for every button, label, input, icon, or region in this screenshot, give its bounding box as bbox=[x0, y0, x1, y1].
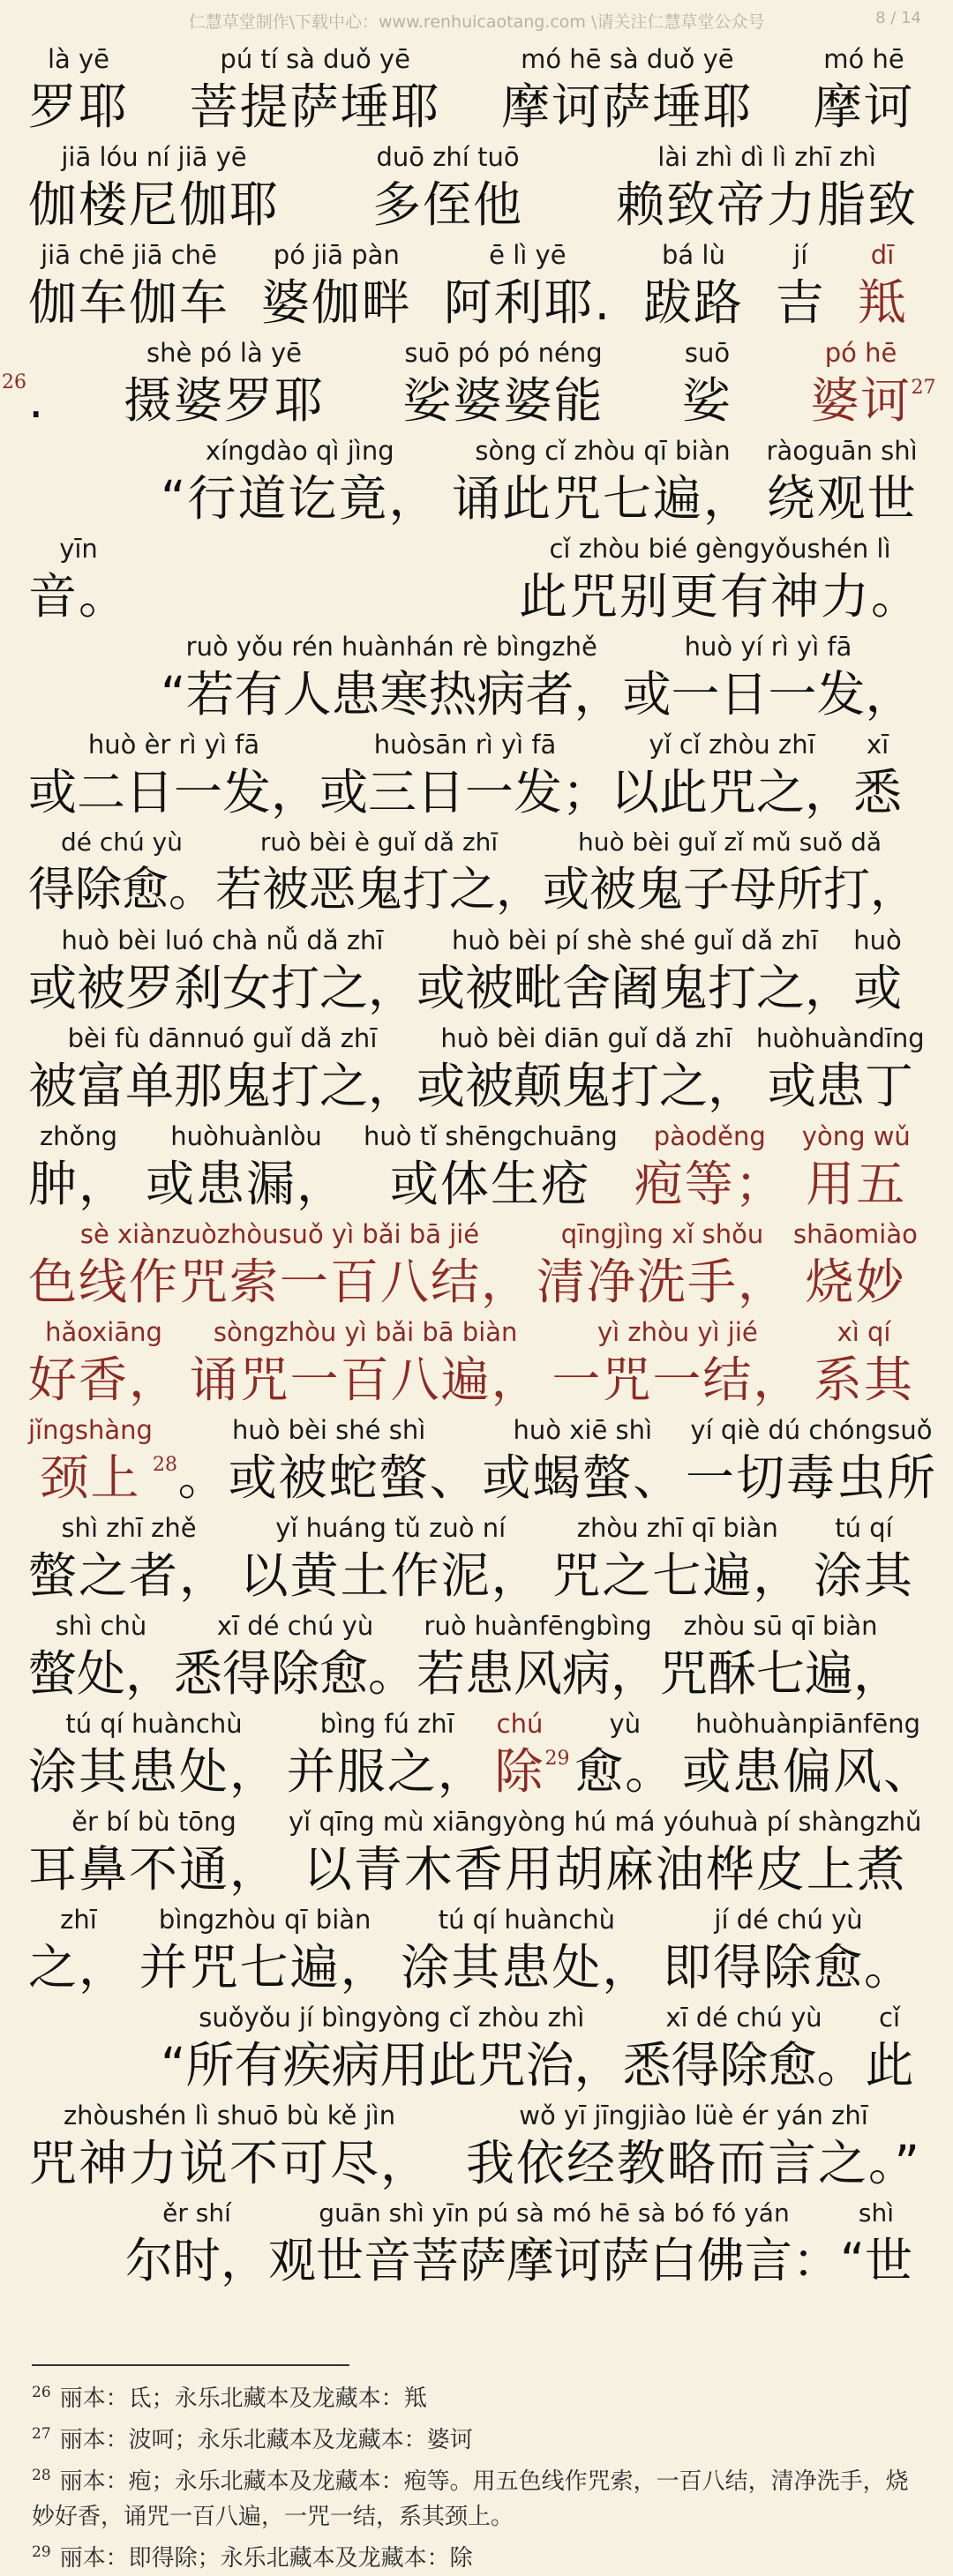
pinyin: mó hē sà duǒ yē bbox=[521, 44, 734, 74]
text-segment bbox=[28, 39, 129, 134]
text-segment bbox=[574, 1704, 675, 1799]
text-segment bbox=[240, 1508, 542, 1603]
hanzi: 用五 bbox=[806, 1156, 907, 1212]
footnote-text: 丽本：波呵；永乐北藏本及龙藏本：婆诃 bbox=[59, 2427, 473, 2453]
text-line bbox=[28, 920, 928, 1018]
hanzi: 烧妙 bbox=[805, 1254, 906, 1310]
hanzi: 一切毒虫所 bbox=[685, 1449, 937, 1506]
text-segment bbox=[793, 1214, 918, 1309]
text-segment bbox=[161, 1997, 623, 2093]
hanzi: 婆诃 bbox=[810, 372, 912, 429]
footnote-marker[interactable]: 29 bbox=[544, 1748, 570, 1770]
text-segment bbox=[372, 137, 523, 232]
hanzi: 娑 bbox=[682, 372, 733, 429]
text-segment bbox=[2, 333, 46, 429]
text-segment bbox=[663, 1899, 914, 1995]
pinyin: shāomiào bbox=[793, 1219, 918, 1249]
pinyin: yǐ qīng mù xiāngyòng hú má yóuhuà pí shàngzhǔ bbox=[289, 1807, 922, 1837]
text-segment bbox=[215, 822, 543, 917]
hanzi: 诵咒一百八遍， bbox=[189, 1352, 542, 1408]
pinyin: ē lì yē bbox=[489, 240, 567, 270]
pinyin: tú qí huànchù bbox=[438, 1905, 615, 1935]
pinyin: sè xiànzuòzhòusuǒ yì bǎi bā jié bbox=[79, 1219, 480, 1249]
footnote-number: 29 bbox=[32, 2543, 51, 2561]
footnote-marker[interactable]: 26 bbox=[2, 371, 26, 393]
text-segment bbox=[776, 235, 826, 330]
pinyin: suō bbox=[684, 338, 731, 368]
hanzi: 摄婆罗耶 bbox=[123, 372, 325, 429]
pinyin: huò bèi guǐ zǐ mǔ suǒ dǎ bbox=[578, 827, 882, 857]
text-segment bbox=[616, 137, 918, 232]
pinyin: jiā chē jiā chē bbox=[41, 240, 217, 270]
hanzi: 或三日一发； bbox=[319, 764, 612, 820]
hanzi: 或一日一发， bbox=[622, 666, 914, 723]
pinyin: yòng wǔ bbox=[801, 1121, 911, 1151]
footnote-number: 27 bbox=[32, 2425, 51, 2443]
pinyin: pú tí sà duǒ yē bbox=[220, 44, 410, 74]
footnote-number: 26 bbox=[32, 2384, 51, 2401]
text-segment bbox=[623, 626, 914, 722]
hanzi: 若患风病， bbox=[416, 1645, 660, 1702]
text-segment bbox=[28, 1899, 129, 1995]
text-segment bbox=[28, 822, 215, 917]
hanzi: “行道讫竟， bbox=[161, 470, 439, 527]
pinyin: huòhuànpiānfēng bbox=[695, 1709, 920, 1739]
pinyin: ěr shí bbox=[162, 2198, 231, 2228]
hanzi: 羝 bbox=[857, 274, 908, 331]
text-segment bbox=[28, 137, 280, 232]
pinyin: huò bèi pí shè shé guǐ dǎ zhī bbox=[451, 925, 819, 955]
hanzi: 并服之， bbox=[286, 1743, 488, 1800]
pinyin: huò bèi shé shì bbox=[231, 1415, 426, 1445]
text-segment bbox=[28, 1606, 174, 1701]
text-line bbox=[28, 39, 928, 137]
text-line bbox=[28, 2095, 928, 2193]
text-segment bbox=[146, 1116, 347, 1211]
footnote-entry bbox=[32, 2416, 923, 2458]
text-line bbox=[28, 822, 928, 920]
text-line bbox=[28, 626, 928, 724]
text-line bbox=[28, 1410, 937, 1508]
hanzi: 此 bbox=[865, 2037, 914, 2093]
text-segment bbox=[261, 235, 412, 330]
hanzi: 或二日一发， bbox=[28, 764, 320, 820]
hanzi: 肿， bbox=[28, 1156, 130, 1212]
text-segment bbox=[519, 528, 921, 624]
hanzi: 涂其 bbox=[814, 1547, 915, 1604]
footnote-entry bbox=[32, 2535, 923, 2576]
pinyin: shè pó là yē bbox=[146, 338, 302, 368]
pinyin: huò tǐ shēngchuāng bbox=[364, 1121, 618, 1151]
hanzi: 阿利耶. bbox=[443, 274, 612, 331]
pinyin: zhòu sū qī biàn bbox=[683, 1611, 878, 1641]
pinyin: duō zhí tuō bbox=[376, 142, 520, 172]
text-segment bbox=[682, 333, 732, 428]
hanzi: 跋路 bbox=[642, 274, 744, 331]
pinyin: dī bbox=[870, 240, 895, 270]
hanzi: 即得除愈。 bbox=[663, 1939, 915, 1996]
hanzi: 或蝎螫、 bbox=[482, 1449, 684, 1506]
text-line bbox=[28, 1116, 928, 1214]
pinyin: tú qí huànchù bbox=[65, 1709, 243, 1739]
hanzi: 色线作咒索一百八结， bbox=[28, 1254, 532, 1310]
hanzi: 或患偏风、 bbox=[682, 1743, 934, 1800]
hanzi: 若被恶鬼打之， bbox=[215, 863, 543, 917]
hanzi: 咒酥七遍， bbox=[659, 1645, 903, 1702]
text-segment bbox=[814, 39, 914, 134]
text-segment bbox=[28, 1704, 280, 1799]
text-segment bbox=[853, 724, 902, 820]
text-segment bbox=[611, 724, 853, 820]
text-segment bbox=[268, 2193, 840, 2288]
hanzi: 之， bbox=[28, 1939, 130, 1996]
hanzi: 赖致帝力脂致 bbox=[616, 176, 919, 233]
text-line bbox=[28, 1508, 928, 1606]
text-segment bbox=[643, 235, 744, 330]
text-segment bbox=[452, 431, 754, 526]
pinyin: zhòushén lì shuō bù kě jìn bbox=[63, 2100, 396, 2130]
hanzi: 悉得除愈。 bbox=[622, 2037, 866, 2093]
hanzi: 摩诃 bbox=[814, 79, 915, 135]
text-segment bbox=[28, 1312, 179, 1407]
text-segment bbox=[178, 1410, 480, 1505]
text-segment bbox=[444, 235, 612, 330]
text-segment bbox=[28, 235, 229, 330]
hanzi: 多侄他 bbox=[372, 176, 524, 233]
hanzi: 一咒一结， bbox=[552, 1352, 804, 1408]
footnote-entry bbox=[32, 2375, 923, 2416]
pinyin: suǒyǒu jí bìngyòng cǐ zhòu zhì bbox=[199, 2003, 585, 2033]
pinyin: jí bbox=[793, 240, 808, 270]
hanzi: 咒神力说不可尽， bbox=[28, 2135, 431, 2191]
pinyin: huò bbox=[853, 925, 902, 955]
text-segment bbox=[161, 626, 623, 722]
hanzi: 并咒七遍， bbox=[139, 1939, 391, 1996]
pinyin: ruò yǒu rén huànhán rè bìngzhě bbox=[185, 632, 597, 662]
pinyin: qīngjìng xǐ shǒu bbox=[560, 1219, 764, 1249]
hanzi: . bbox=[28, 372, 46, 429]
pinyin: ràoguān shì bbox=[766, 436, 918, 466]
text-segment bbox=[494, 1704, 570, 1800]
hanzi: 或 bbox=[853, 960, 903, 1016]
hanzi: 涂其患处， bbox=[28, 1743, 281, 1800]
pinyin: jiā lóu ní jiā yē bbox=[61, 142, 247, 172]
text-line bbox=[28, 1704, 934, 1801]
pinyin: zhī bbox=[60, 1905, 97, 1935]
text-line bbox=[28, 235, 928, 333]
text-segment bbox=[537, 1214, 788, 1309]
text-segment bbox=[416, 920, 853, 1015]
text-line bbox=[28, 2193, 928, 2291]
text-line bbox=[2, 333, 936, 431]
pinyin: pó jiā pàn bbox=[273, 240, 400, 270]
hanzi: 绕观世 bbox=[766, 470, 918, 527]
pinyin: pàoděng bbox=[653, 1121, 766, 1151]
pinyin: bèi fù dānnuó guǐ dǎ zhī bbox=[67, 1023, 378, 1053]
text-segment bbox=[28, 724, 319, 820]
text-segment bbox=[364, 1116, 618, 1211]
text-segment bbox=[853, 920, 902, 1015]
hanzi: 愈。 bbox=[574, 1743, 676, 1800]
hanzi: 除 bbox=[494, 1743, 545, 1800]
hanzi: 我依经教略而言之。” bbox=[466, 2135, 922, 2191]
hanzi: 婆伽畔 bbox=[260, 274, 412, 331]
text-segment bbox=[319, 724, 611, 820]
pinyin: yǐ huáng tǔ zuò ní bbox=[275, 1513, 507, 1543]
pinyin: yīn bbox=[59, 534, 98, 564]
text-segment bbox=[416, 1606, 659, 1701]
text-line bbox=[28, 1899, 928, 1997]
hanzi: 伽楼尼伽耶 bbox=[28, 176, 281, 233]
pinyin: bá lù bbox=[661, 240, 725, 270]
hanzi: 以此咒之， bbox=[611, 764, 854, 820]
footnotes-section bbox=[32, 2375, 923, 2576]
text-line bbox=[28, 1801, 928, 1899]
text-segment bbox=[125, 2193, 268, 2288]
text-segment bbox=[161, 431, 439, 526]
pinyin: xì qí bbox=[837, 1317, 891, 1347]
pinyin: shì zhī zhě bbox=[61, 1513, 197, 1543]
pinyin: huò bèi diān guǐ dǎ zhī bbox=[440, 1023, 732, 1053]
pinyin bbox=[28, 333, 45, 373]
hanzi: 罗耶 bbox=[28, 79, 130, 135]
hanzi: 好香， bbox=[28, 1352, 180, 1408]
text-segment bbox=[403, 333, 604, 428]
pinyin: zhòu zhī qī biàn bbox=[576, 1513, 778, 1543]
hanzi: 悉得除愈。 bbox=[174, 1645, 417, 1702]
pinyin: cǐ zhòu bié gèngyǒushén lì bbox=[549, 534, 891, 564]
text-segment bbox=[623, 1997, 866, 2093]
hanzi: 或被罗刹女打之， bbox=[28, 960, 417, 1016]
footnote-text: 丽本：疱；永乐北藏本及龙藏本：疱等。用五色线作咒索，一百八结，清净洗手，烧妙好香，诵咒一百八遍，一咒一结，系其颈上。 bbox=[32, 2468, 909, 2530]
text-segment bbox=[416, 1018, 756, 1113]
pinyin: mó hē bbox=[823, 44, 904, 74]
pinyin: ruò huànfēngbìng bbox=[424, 1611, 652, 1641]
pinyin: shì chù bbox=[55, 1611, 147, 1641]
pinyin: ěr bí bù tōng bbox=[71, 1807, 236, 1837]
pinyin: là yē bbox=[47, 44, 110, 74]
text-segment bbox=[28, 528, 129, 624]
pinyin: huòsān rì yì fā bbox=[373, 730, 557, 760]
hanzi: 。或被蛇螫、 bbox=[177, 1449, 480, 1506]
text-line bbox=[28, 1018, 928, 1116]
text-line bbox=[28, 1997, 928, 2095]
pinyin: wǒ yī jīngjiào lüè ér yán zhī bbox=[519, 2100, 868, 2130]
text-segment bbox=[552, 1508, 803, 1603]
footnote-text: 丽本：即得除；永乐北藏本及龙藏本：除 bbox=[59, 2545, 473, 2572]
hanzi: 或患丁 bbox=[767, 1058, 913, 1114]
pinyin: ruò bèi è guǐ dǎ zhī bbox=[259, 827, 499, 857]
hanzi: 以青木香用胡麻油桦皮上煮 bbox=[303, 1841, 907, 1898]
pinyin: tú qí bbox=[835, 1513, 893, 1543]
hanzi: 得除愈。 bbox=[28, 863, 215, 917]
pinyin: pó hē bbox=[824, 338, 897, 368]
hanzi: 系其 bbox=[814, 1352, 915, 1408]
hanzi: 螫处， bbox=[28, 1645, 175, 1702]
scripture-body bbox=[2, 39, 937, 2291]
text-segment bbox=[401, 1899, 652, 1995]
hanzi: 咒之七遍， bbox=[552, 1547, 804, 1604]
hanzi: 观世音菩萨摩诃萨白佛言： bbox=[268, 2233, 840, 2288]
pinyin: huòhuàndīng bbox=[756, 1023, 925, 1053]
hanzi: 或被鬼子母所打， bbox=[543, 863, 917, 917]
pinyin: huò xiē shì bbox=[513, 1415, 653, 1445]
hanzi: “所有疾病用此咒治， bbox=[161, 2037, 623, 2093]
pinyin: xíngdào qì jìng bbox=[205, 436, 394, 466]
footnote-marker[interactable]: 27 bbox=[911, 377, 936, 399]
text-segment bbox=[814, 1508, 914, 1603]
text-segment bbox=[28, 2095, 431, 2190]
pinyin: sòngzhòu yì bǎi bā biàn bbox=[213, 1317, 518, 1347]
hanzi: “若有人患寒热病者， bbox=[161, 666, 623, 723]
hanzi: 此咒别更有神力。 bbox=[519, 568, 922, 625]
pinyin: cǐ bbox=[879, 2003, 901, 2033]
text-segment bbox=[28, 1410, 177, 1506]
text-segment bbox=[840, 2193, 912, 2288]
text-line bbox=[28, 724, 928, 822]
hanzi: 菩提萨埵耶 bbox=[189, 79, 441, 135]
hanzi: 或被毗舍阇鬼打之， bbox=[416, 960, 854, 1016]
hanzi: 耳鼻不通， bbox=[28, 1841, 281, 1898]
text-segment bbox=[501, 39, 753, 134]
pinyin: yí qiè dú chóngsuǒ bbox=[690, 1415, 933, 1445]
pinyin: lài zhì dì lì zhī zhì bbox=[657, 142, 876, 172]
text-segment bbox=[686, 1410, 937, 1505]
pinyin: bìngzhòu qī biàn bbox=[158, 1905, 371, 1935]
pinyin: xī dé chú yù bbox=[216, 1611, 374, 1641]
text-segment bbox=[28, 1116, 129, 1211]
text-segment bbox=[767, 431, 918, 526]
pinyin: hǎoxiāng bbox=[45, 1317, 162, 1347]
text-segment bbox=[552, 1312, 803, 1407]
pinyin: yì zhòu yì jié bbox=[597, 1317, 758, 1347]
footnote-divider bbox=[32, 2364, 349, 2366]
hanzi: 娑婆婆能 bbox=[402, 372, 604, 429]
pinyin: jí dé chú yù bbox=[714, 1905, 863, 1935]
pinyin: dé chú yù bbox=[60, 827, 183, 857]
text-segment bbox=[190, 1312, 542, 1407]
text-segment bbox=[28, 1801, 280, 1897]
hanzi: 颈上 bbox=[40, 1449, 141, 1506]
hanzi: 或患漏， bbox=[146, 1156, 348, 1212]
text-segment bbox=[482, 1410, 683, 1505]
text-segment bbox=[466, 2095, 921, 2190]
page-header bbox=[0, 0, 953, 41]
hanzi: “世 bbox=[840, 2233, 912, 2288]
text-line bbox=[28, 137, 928, 235]
text-segment bbox=[858, 235, 908, 330]
text-segment bbox=[174, 1606, 416, 1701]
pinyin: sòng cǐ zhòu qī biàn bbox=[475, 436, 731, 466]
text-segment bbox=[866, 1997, 914, 2093]
text-segment bbox=[190, 39, 441, 134]
text-segment bbox=[634, 1116, 785, 1211]
hanzi: 清净洗手， bbox=[537, 1254, 789, 1310]
text-segment bbox=[28, 1018, 416, 1113]
pinyin: huò èr rì yì fā bbox=[87, 730, 260, 760]
pinyin: bìng fú zhī bbox=[319, 1709, 454, 1739]
hanzi: 疱等； bbox=[634, 1156, 785, 1212]
footnote-text: 丽本：氐；永乐北藏本及龙藏本：羝 bbox=[59, 2385, 427, 2412]
text-segment bbox=[289, 1801, 921, 1897]
text-segment bbox=[543, 822, 917, 917]
text-line bbox=[28, 528, 928, 626]
hanzi: 或被颠鬼打之， bbox=[416, 1058, 757, 1114]
text-segment bbox=[810, 333, 936, 429]
text-segment bbox=[756, 1018, 925, 1113]
pinyin: xī bbox=[866, 730, 889, 760]
hanzi: 被富单那鬼打之， bbox=[28, 1058, 417, 1114]
text-segment bbox=[287, 1704, 488, 1799]
pinyin: yǐ cǐ zhòu zhī bbox=[649, 730, 815, 760]
hanzi: 诵此咒七遍， bbox=[452, 470, 754, 527]
pinyin: yù bbox=[609, 1709, 642, 1739]
pinyin: guān shì yīn pú sà mó hē sà bó fó yán bbox=[319, 2198, 790, 2228]
header-watermark-text: 仁慧草堂制作\下载中心：www.renhuicaotang.com \请关注仁慧草堂公众号 bbox=[188, 12, 765, 32]
text-segment bbox=[28, 920, 416, 1015]
pinyin: chú bbox=[496, 1709, 544, 1739]
hanzi: 摩诃萨埵耶 bbox=[501, 79, 754, 135]
text-line bbox=[28, 1606, 928, 1704]
footnote-entry bbox=[32, 2458, 923, 2535]
pinyin: huòhuànlòu bbox=[170, 1121, 322, 1151]
hanzi: 伽车伽车 bbox=[28, 274, 230, 331]
text-segment bbox=[682, 1704, 934, 1799]
hanzi: 涂其患处， bbox=[401, 1939, 653, 1996]
hanzi: 悉 bbox=[853, 764, 903, 820]
pinyin: zhǒng bbox=[39, 1121, 118, 1151]
text-line bbox=[28, 431, 928, 528]
text-segment bbox=[659, 1606, 902, 1701]
pinyin: suō pó pó néng bbox=[404, 338, 603, 368]
hanzi: 吉 bbox=[775, 274, 826, 331]
footnote-number: 28 bbox=[32, 2467, 51, 2484]
text-line bbox=[28, 1312, 928, 1410]
text-segment bbox=[139, 1899, 391, 1995]
hanzi: 或体生疮 bbox=[389, 1156, 591, 1212]
text-segment bbox=[814, 1312, 914, 1407]
pinyin: xī dé chú yù bbox=[665, 2003, 822, 2033]
hanzi: 尔时， bbox=[125, 2233, 268, 2288]
text-segment bbox=[28, 1508, 229, 1603]
hanzi: 音。 bbox=[28, 568, 130, 625]
pinyin: shì bbox=[858, 2198, 895, 2228]
pinyin: jǐngshàng bbox=[28, 1415, 153, 1445]
hanzi: 以黄土作泥， bbox=[239, 1547, 542, 1604]
text-segment bbox=[28, 1214, 531, 1309]
page-number: 8 / 14 bbox=[875, 9, 921, 27]
pinyin: huò bèi luó chà nǚ dǎ zhī bbox=[61, 925, 384, 955]
text-segment bbox=[802, 1116, 911, 1211]
hanzi: 螫之者， bbox=[28, 1547, 230, 1604]
pinyin: huò yí rì yì fā bbox=[684, 632, 852, 662]
text-line bbox=[28, 1214, 928, 1312]
footnote-marker[interactable]: 28 bbox=[152, 1454, 177, 1476]
text-segment bbox=[124, 333, 325, 428]
